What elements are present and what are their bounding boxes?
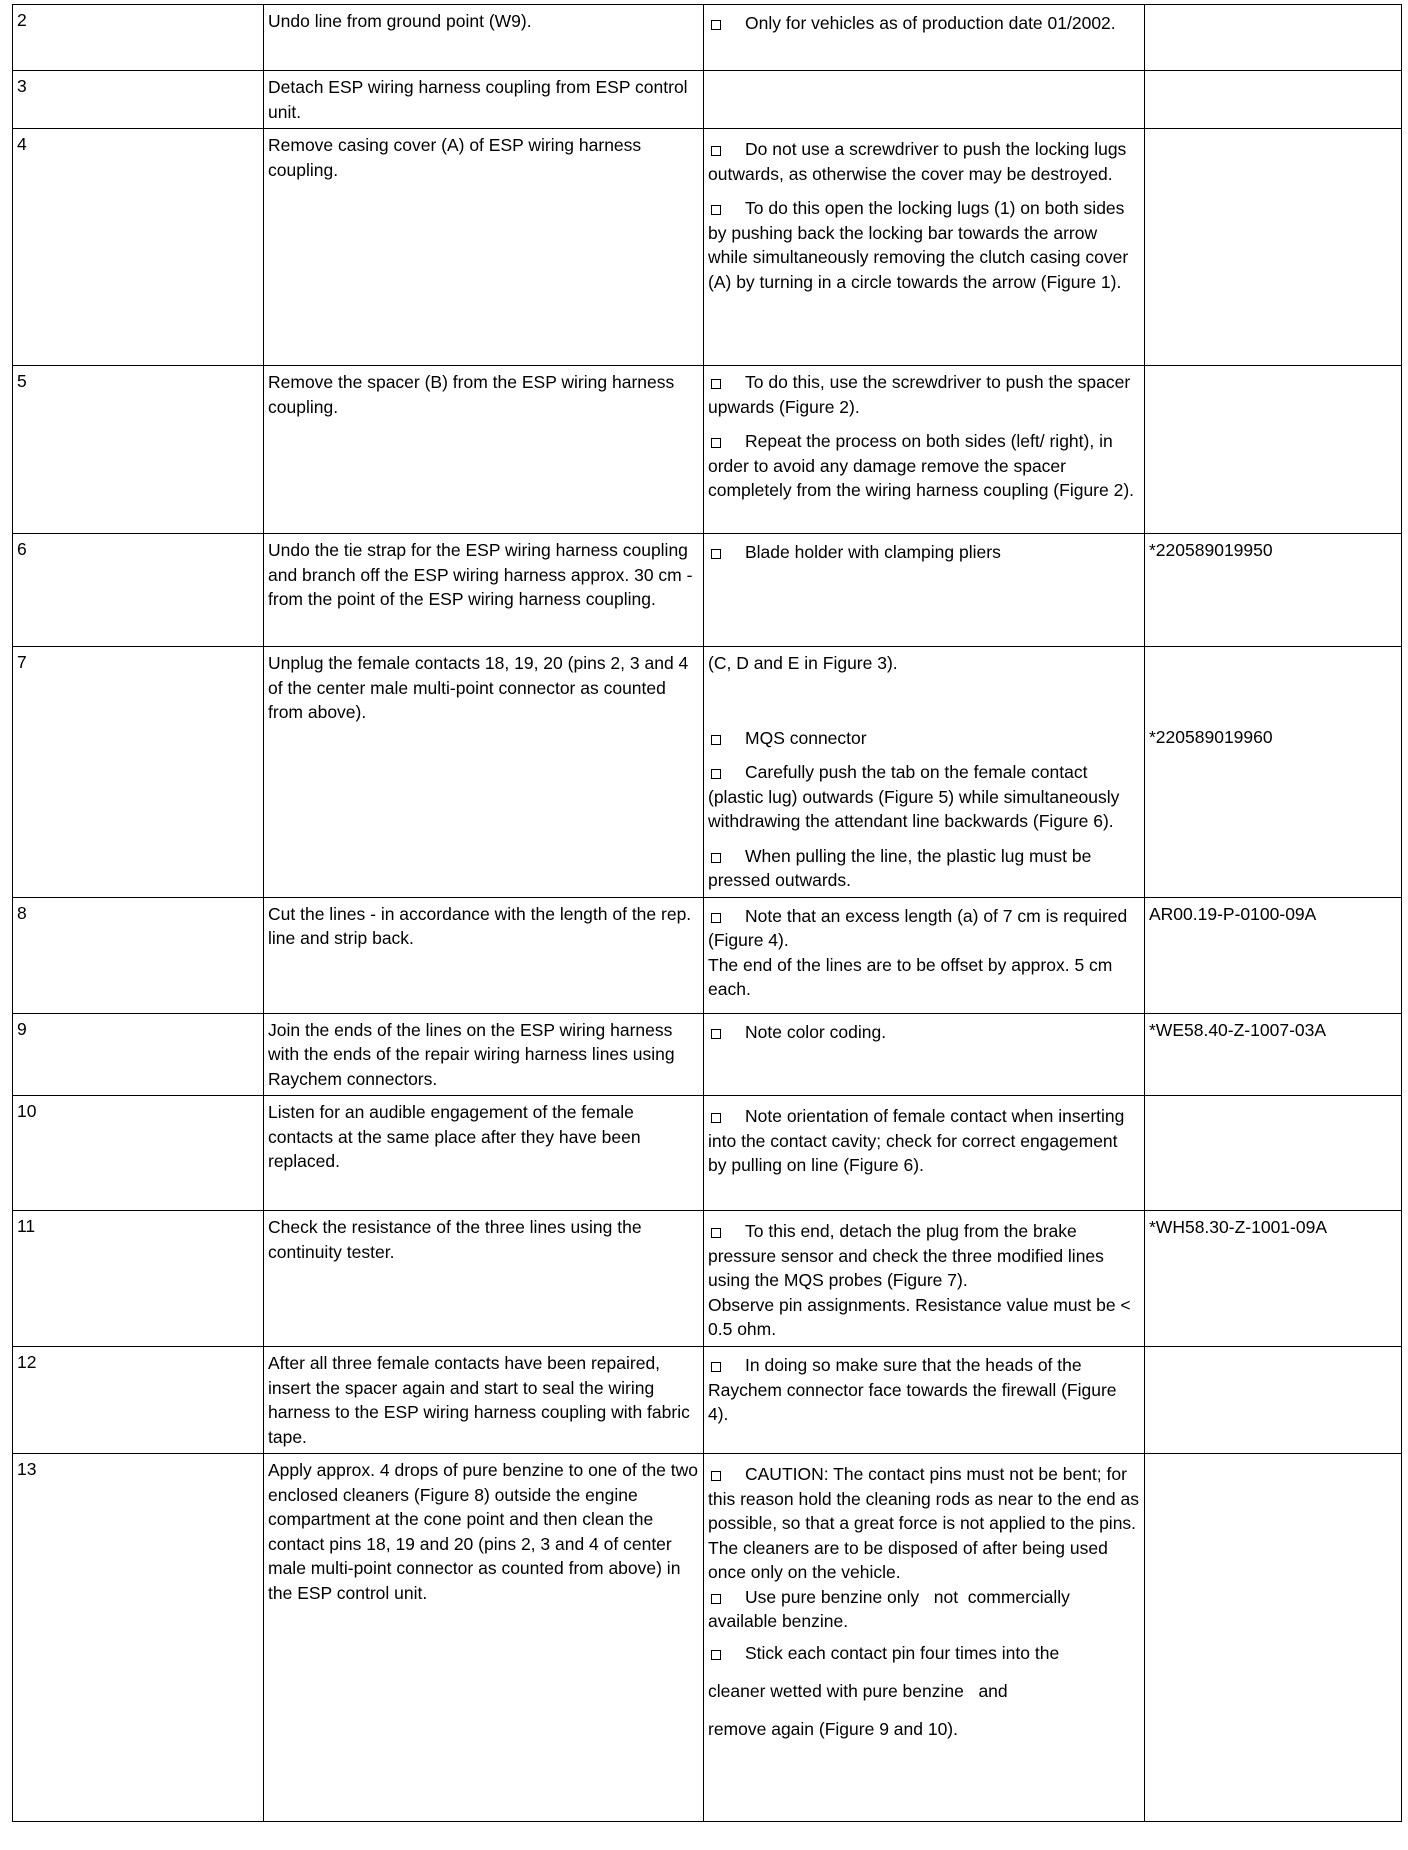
- step-reference: [1145, 1454, 1402, 1822]
- note-text: Note orientation of female contact when inserting into the contact cavity; check for correct engagement by pulling on line (Figure 6).: [708, 1106, 1125, 1175]
- note-text: To do this, use the screwdriver to push the spacer upwards (Figure 2).: [708, 372, 1131, 417]
- step-action: Remove casing cover (A) of ESP wiring harness coupling.: [264, 129, 704, 366]
- step-notes: [704, 71, 1145, 129]
- step-notes: [704, 1454, 1145, 1822]
- checkbox-icon: [711, 146, 721, 156]
- step-action: Undo line from ground point (W9).: [264, 5, 704, 71]
- step-reference: *220589019950: [1145, 534, 1402, 647]
- step-action: Undo the tie strap for the ESP wiring harness coupling and branch off the ESP wiring harness approx. 30 cm - from the point of the ESP wiring harness coupling.: [264, 534, 704, 647]
- table-row: [13, 5, 1402, 71]
- note-text: cleaner wetted with pure benzine and: [708, 1680, 1008, 1701]
- checkbox-icon: [711, 438, 721, 448]
- note-text: When pulling the line, the plastic lug must be pressed outwards.: [708, 845, 1092, 890]
- step-notes: [704, 1347, 1145, 1454]
- step-reference: [1145, 5, 1402, 71]
- step-notes: [704, 5, 1145, 71]
- table-row: [13, 129, 1402, 366]
- table-row: [13, 647, 1402, 898]
- step-action: Check the resistance of the three lines using the continuity tester.: [264, 1211, 704, 1347]
- table-row: [13, 71, 1402, 129]
- step-notes: [704, 366, 1145, 534]
- checkbox-icon: [711, 549, 721, 559]
- table-row: [13, 534, 1402, 647]
- note-text: In doing so make sure that the heads of the Raychem connector face towards the firewall (Figure 4).: [708, 1355, 1117, 1424]
- step-notes: [704, 129, 1145, 366]
- step-action: Join the ends of the lines on the ESP wiring harness with the ends of the repair wiring harness lines using Raychem connectors.: [264, 1013, 704, 1096]
- step-number: 2: [13, 5, 264, 71]
- note-text: Only for vehicles as of production date 01/2002.: [745, 13, 1116, 33]
- note-text: remove again (Figure 9 and 10).: [708, 1718, 958, 1739]
- step-notes: [704, 1211, 1145, 1347]
- note-text: Carefully push the tab on the female contact (plastic lug) outwards (Figure 5) while simultaneously withdrawing the attendant line backwards (Figure 6).: [708, 762, 1120, 831]
- checkbox-icon: [711, 735, 721, 745]
- step-number: 9: [13, 1013, 264, 1096]
- step-number: 10: [13, 1096, 264, 1211]
- checkbox-icon: [711, 853, 721, 863]
- note-text: MQS connector: [745, 727, 867, 748]
- step-number: 12: [13, 1347, 264, 1454]
- reference-code: *220589019960: [1149, 727, 1273, 747]
- step-reference: [1145, 647, 1402, 898]
- note-intro: (C, D and E in Figure 3).: [708, 653, 898, 673]
- step-reference: [1145, 366, 1402, 534]
- note-text: Note color coding.: [745, 1021, 887, 1042]
- step-notes: [704, 1013, 1145, 1096]
- note-text: CAUTION: The contact pins must not be bent; for this reason hold the cleaning rods as near to the end as possible, so that a great force is not applied to the pins. The cleaners are to be disposed of after being used once only on the vehicle.: [708, 1464, 1139, 1582]
- step-reference: [1145, 1347, 1402, 1454]
- note-text: To do this open the locking lugs (1) on both sides by pushing back the locking bar towards the arrow while simultaneously removing the clutch casing cover (A) by turning in a circle towards the arrow (Figure 1).: [708, 198, 1129, 292]
- note-text: Repeat the process on both sides (left/ right), in order to avoid any damage remove the spacer completely from the wiring harness coupling (Figure 2).: [708, 431, 1135, 500]
- checkbox-icon: [711, 1650, 721, 1660]
- procedure-document: [12, 4, 1401, 1822]
- table-row: [13, 1013, 1402, 1096]
- checkbox-icon: [711, 205, 721, 215]
- step-number: 11: [13, 1211, 264, 1347]
- note-text: To this end, detach the plug from the brake pressure sensor and check the three modified lines using the MQS probes (Figure 7).: [708, 1221, 1104, 1290]
- table-row: [13, 897, 1402, 1013]
- step-number: 5: [13, 366, 264, 534]
- table-row: [13, 366, 1402, 534]
- checkbox-icon: [711, 1029, 721, 1039]
- step-action: Unplug the female contacts 18, 19, 20 (pins 2, 3 and 4 of the center male multi-point connector as counted from above).: [264, 647, 704, 898]
- step-number: 7: [13, 647, 264, 898]
- checkbox-icon: [711, 913, 721, 923]
- step-action: Apply approx. 4 drops of pure benzine to one of the two enclosed cleaners (Figure 8) outside the engine compartment at the cone point and then clean the contact pins 18, 19 and 20 (pins 2, 3 and 4 of center male multi-point connector as counted from above) in the ESP control unit.: [264, 1454, 704, 1822]
- table-row: [13, 1211, 1402, 1347]
- step-notes: [704, 1096, 1145, 1211]
- checkbox-icon: [711, 20, 721, 30]
- note-text: Blade holder with clamping pliers: [745, 542, 1001, 562]
- step-number: 6: [13, 534, 264, 647]
- step-notes: [704, 534, 1145, 647]
- note-text: Stick each contact pin four times into the: [745, 1642, 1060, 1663]
- step-reference: [1145, 1096, 1402, 1211]
- step-notes: [704, 647, 1145, 898]
- step-action: After all three female contacts have been repaired, insert the spacer again and start to seal the wiring harness to the ESP wiring harness coupling with fabric tape.: [264, 1347, 704, 1454]
- table-row: [13, 1454, 1402, 1822]
- checkbox-icon: [711, 1594, 721, 1604]
- step-number: 4: [13, 129, 264, 366]
- checkbox-icon: [711, 769, 721, 779]
- note-extra: Observe pin assignments. Resistance value must be < 0.5 ohm.: [708, 1294, 1131, 1339]
- procedure-table: [12, 4, 1402, 1822]
- checkbox-icon: [711, 379, 721, 389]
- checkbox-icon: [711, 1228, 721, 1238]
- note-text: Note that an excess length (a) of 7 cm is required (Figure 4).: [708, 905, 1128, 950]
- step-reference: *WH58.30-Z-1001-09A: [1145, 1211, 1402, 1347]
- step-number: 3: [13, 71, 264, 129]
- checkbox-icon: [711, 1113, 721, 1123]
- step-reference: AR00.19-P-0100-09A: [1145, 897, 1402, 1013]
- step-action: Listen for an audible engagement of the female contacts at the same place after they have been replaced.: [264, 1096, 704, 1211]
- step-action: Remove the spacer (B) from the ESP wiring harness coupling.: [264, 366, 704, 534]
- step-reference: [1145, 71, 1402, 129]
- step-reference: *WE58.40-Z-1007-03A: [1145, 1013, 1402, 1096]
- step-number: 8: [13, 897, 264, 1013]
- step-reference: [1145, 129, 1402, 366]
- step-number: 13: [13, 1454, 264, 1822]
- step-action: Cut the lines - in accordance with the length of the rep. line and strip back.: [264, 897, 704, 1013]
- note-extra: The end of the lines are to be offset by approx. 5 cm each.: [708, 954, 1113, 999]
- checkbox-icon: [711, 1362, 721, 1372]
- note-text: Do not use a screwdriver to push the locking lugs outwards, as otherwise the cover may be destroyed.: [708, 139, 1127, 184]
- note-text: Use pure benzine only not commercially available benzine.: [708, 1586, 1075, 1631]
- table-row: [13, 1347, 1402, 1454]
- table-row: [13, 1096, 1402, 1211]
- step-notes: [704, 897, 1145, 1013]
- step-action: Detach ESP wiring harness coupling from ESP control unit.: [264, 71, 704, 129]
- checkbox-icon: [711, 1471, 721, 1481]
